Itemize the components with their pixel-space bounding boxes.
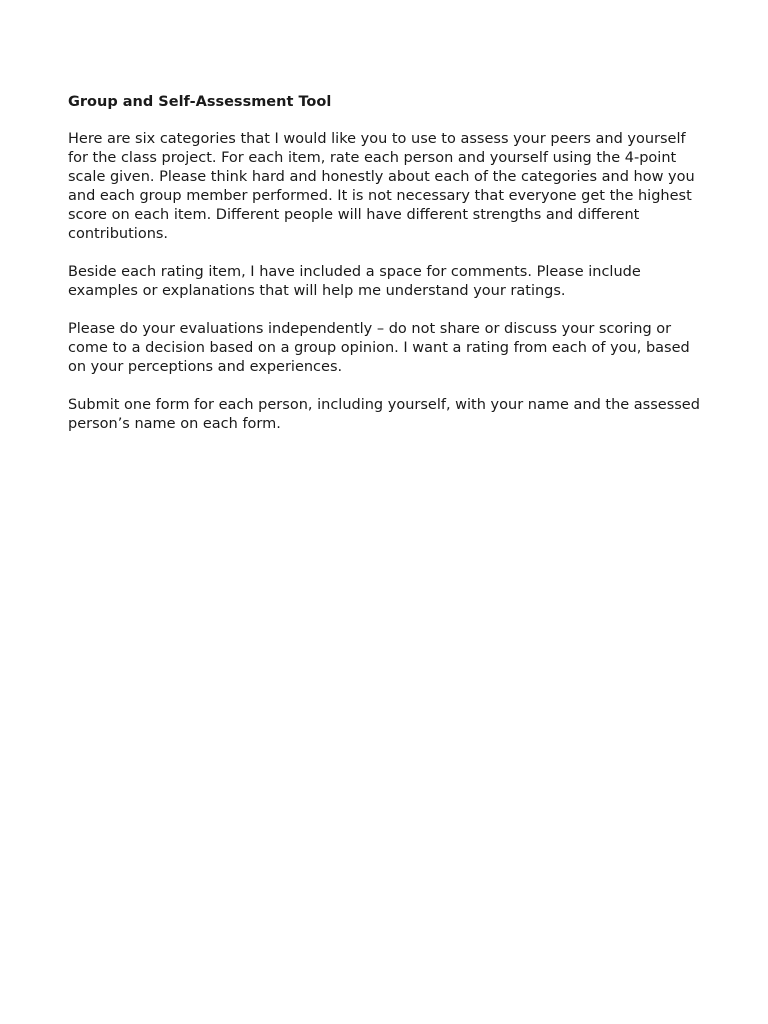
document-title: Group and Self-Assessment Tool	[68, 94, 332, 110]
paragraph-comments: Beside each rating item, I have included a space for comments. Please include examples or explanations that will help me understand your ratings.	[68, 264, 641, 299]
paragraph-instructions: Here are six categories that I would like you to use to assess your peers and yourself for the class project. For each item, rate each person and yourself using the 4-point scale given. Please think hard and honestly about each of the categories and how you and each group member performed. It is not necessary that everyone get the highest score on each item. Different people will have different strengths and different contributions.	[68, 131, 695, 242]
paragraph-submission: Submit one form for each person, including yourself, with your name and the assessed person’s name on each form.	[68, 397, 700, 432]
paragraph-independence: Please do your evaluations independently – do not share or discuss your scoring or come to a decision based on a group opinion. I want a rating from each of you, based on your perceptions and experiences.	[68, 321, 690, 375]
document-body	[68, 93, 708, 434]
